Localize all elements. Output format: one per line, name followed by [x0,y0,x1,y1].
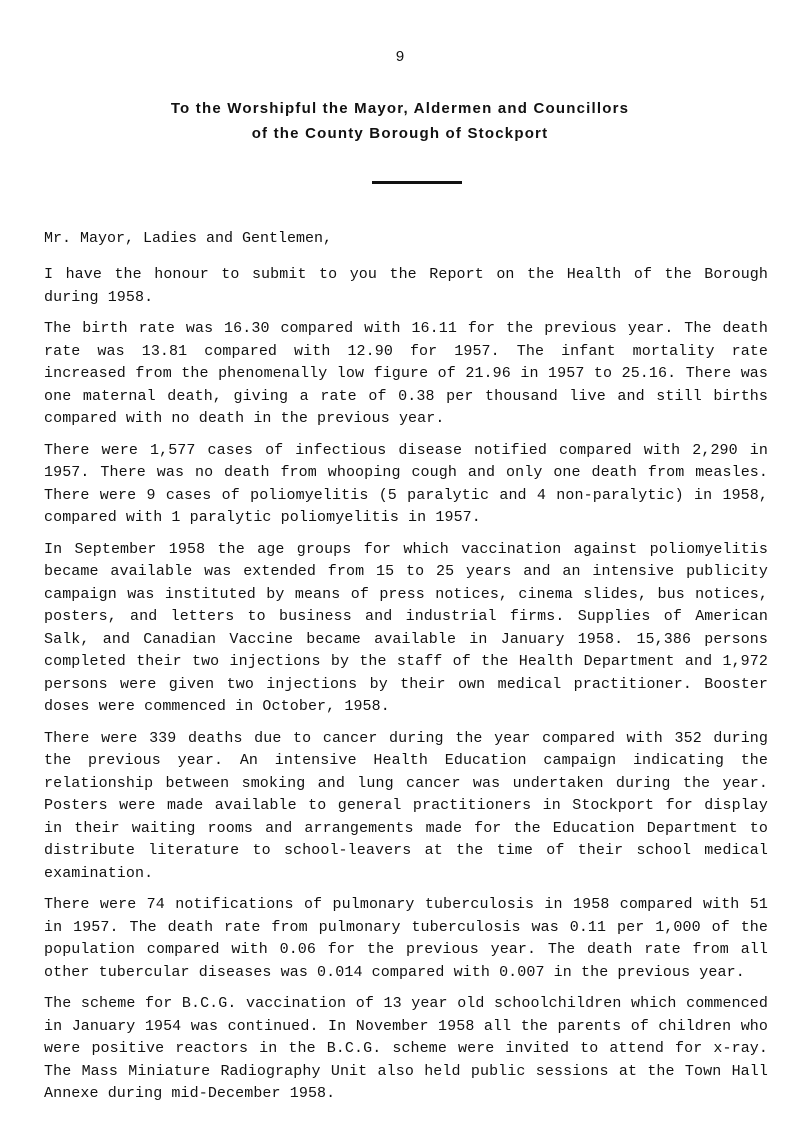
salutation: Mr. Mayor, Ladies and Gentlemen, [44,230,333,247]
heading-divider [372,181,462,184]
paragraph-vital-statistics: The birth rate was 16.30 compared with 16.11 for the previous year. The death rate was 13.81 compared with 12.90 for 1957. The infant mortality rate increased from the phenomenally low figure of 21.96 in 1957 to 25.16. There was one maternal death, giving a rate of 0.38 per thousand live and still births compared with no death in the previous year. [44,320,768,427]
paragraph-poliomyelitis-vaccination: In September 1958 the age groups for which vaccination against poliomyelitis became available was extended from 15 to 25 years and an intensive publicity campaign was instituted by means of press notices, cinema slides, bus notices, posters, and letters to business and industrial firms. Supplies of American Salk, and Canadian Vaccine became available in January 1958. 15,386 persons completed their two injections by the staff of the Health Department and 1,972 persons were given two injections by their own medical practitioner. Booster doses were commenced in October, 1958. [44,540,768,715]
page-number: 9 [395,49,405,66]
paragraph-intro: I have the honour to submit to you the Report on the Health of the Borough during 1958. [44,266,768,306]
paragraph-infectious-disease: There were 1,577 cases of infectious disease notified compared with 2,290 in 1957. There was no death from whooping cough and only one death from measles. There were 9 cases of poliomyelitis (5 paralytic and 4 non-paralytic) in 1958, compared with 1 paralytic poliomyelitis in 1957. [44,441,768,526]
address-heading-line-1: To the Worshipful the Mayor, Aldermen and Councillors [170,100,630,117]
paragraph-bcg-vaccination: The scheme for B.C.G. vaccination of 13 year old schoolchildren which commenced in January 1954 was continued. In November 1958 all the parents of children who were positive reactors in the B.C.G. scheme were invited to attend for x-ray. The Mass Miniature Radiography Unit also held public sessions at the Town Hall Annexe during mid-December 1958. [44,995,768,1102]
paragraph-cancer: There were 339 deaths due to cancer during the year compared with 352 during the previous year. An intensive Health Education campaign indicating the relationship between smoking and lung cancer was undertaken during the year. Posters were made available to general practitioners in Stockport for display in their waiting rooms and arrangements made for the Education Department to distribute literature to school-leavers at the time of their school medical examination. [44,729,768,882]
paragraph-tuberculosis: There were 74 notifications of pulmonary tuberculosis in 1958 compared with 51 in 1957. The death rate from pulmonary tuberculosis was 0.11 per 1,000 of the population compared with 0.06 for the previous year. The death rate from all other tubercular diseases was 0.014 compared with 0.007 in the previous year. [44,896,768,981]
report-body [44,264,768,1115]
address-heading-line-2: of the County Borough of Stockport [251,125,549,142]
